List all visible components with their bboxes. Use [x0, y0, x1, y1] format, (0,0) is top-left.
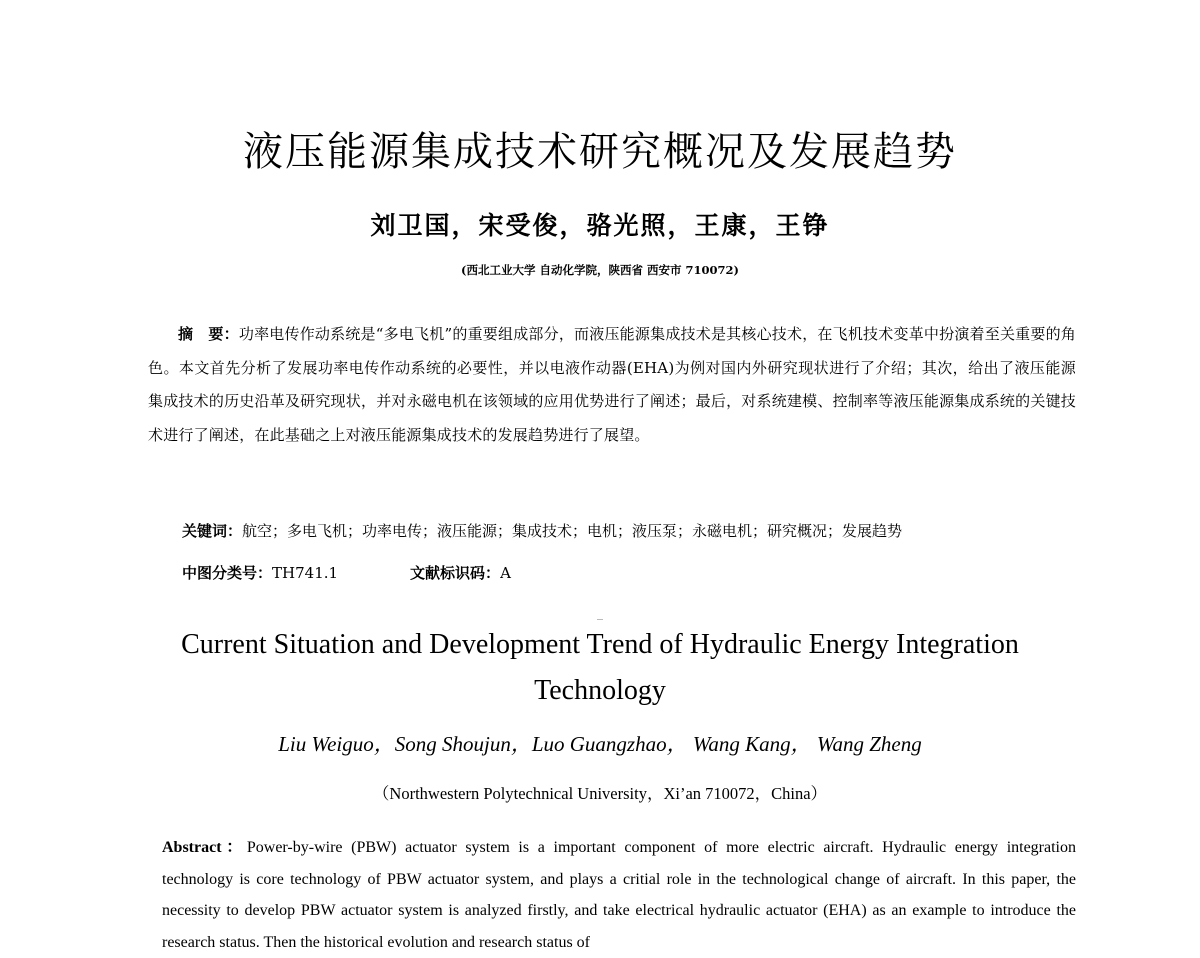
english-abstract [162, 832, 1076, 958]
english-affiliation: （Northwestern Polytechnical University，Xi’an 710072，China） [372, 784, 828, 803]
english-abstract-text: Power-by-wire (PBW) actuator system is a important component of more electric aircraft. Hydraulic energy integration technology is core technology of PBW actuator system, and plays a critial role in the technological change of aircraft. In this paper, the necessity to develop PBW actuator system is analyzed firstly, and take electrical hydraulic actuator (EHA) as an example to introduce the research status. Then the historical evolution and research status of [162, 839, 1076, 951]
english-abstract-label: Abstract： [162, 839, 247, 856]
document-code-label: 文献标识码： [410, 564, 501, 582]
chinese-abstract-text: 功率电传作动系统是“多电飞机”的重要组成部分，而液压能源集成技术是其核心技术，在飞机技术变革中扮演着至关重要的角色。本文首先分析了发展功率电传作动系统的必要性，并以电液作动器(EHA)为例对国内外研究现状进行了介绍；其次，给出了液压能源集成技术的历史沿革及研究现状，并对永磁电机在该领域的应用优势进行了阐述；最后，对系统建模、控制率等液压能源集成系统的关键技术进行了阐述，在此基础之上对液压能源集成技术的发展趋势进行了展望。 [148, 325, 1076, 445]
chinese-classification [182, 558, 511, 588]
english-authors: Liu Weiguo，Song Shoujun，Luo Guangzhao， Wang Kang， Wang Zheng [278, 732, 922, 756]
english-title-line-1: Current Situation and Development Trend of Hydraulic Energy Integration [181, 629, 1019, 660]
chinese-abstract [148, 318, 1076, 453]
english-title-line-2: Technology [534, 675, 666, 706]
classification-value: TH741.1 [272, 564, 339, 582]
document-code-value: A [500, 564, 511, 582]
chinese-affiliation: (西北工业大学 自动化学院，陕西省 西安市 710072) [461, 263, 739, 277]
section-divider [597, 619, 603, 620]
chinese-keywords-label: 关键词： [182, 522, 243, 540]
chinese-abstract-label: 摘 要： [178, 325, 239, 343]
chinese-keywords [182, 516, 902, 546]
classification-label: 中图分类号： [182, 564, 273, 582]
chinese-keywords-text: 航空；多电飞机；功率电传；液压能源；集成技术；电机；液压泵；永磁电机；研究概况；发展趋势 [242, 522, 903, 540]
chinese-title: 液压能源集成技术研究概况及发展趋势 [243, 129, 957, 175]
chinese-authors: 刘卫国，宋受俊，骆光照，王康，王铮 [370, 211, 830, 240]
